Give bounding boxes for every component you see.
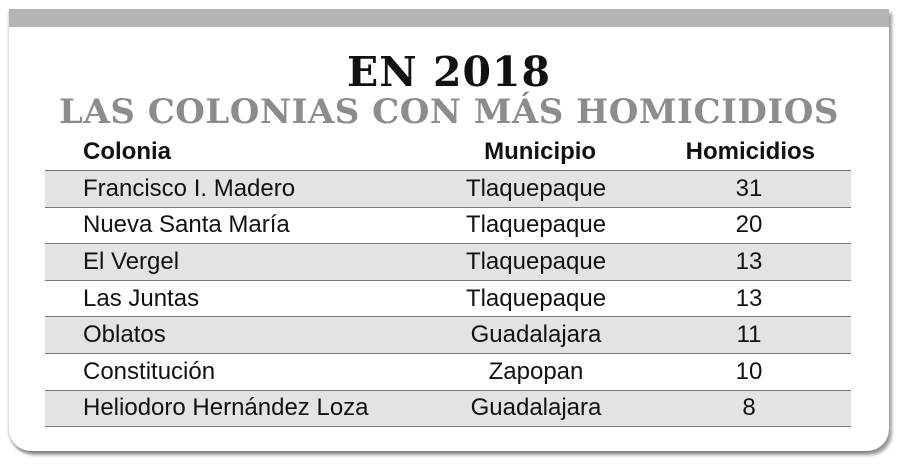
table-row (45, 391, 851, 428)
cell-municipio: Tlaquepaque (465, 247, 607, 275)
cell-municipio: Tlaquepaque (465, 174, 607, 202)
cell-colonia: Constitución (83, 357, 216, 385)
cell-municipio: Guadalajara (470, 321, 602, 349)
cell-homicidios: 8 (742, 394, 756, 422)
cell-colonia: Nueva Santa María (83, 211, 290, 239)
table-row (45, 281, 851, 318)
cell-municipio: Guadalajara (470, 394, 602, 422)
cell-colonia: El Vergel (83, 247, 180, 275)
cell-colonia: Francisco I. Madero (83, 174, 296, 202)
homicides-table (45, 134, 851, 427)
table-row (45, 171, 851, 208)
title: EN 2018 (346, 48, 552, 96)
table-row (45, 317, 851, 354)
subtitle: LAS COLONIAS CON MÁS HOMICIDIOS (59, 92, 839, 132)
cell-homicidios: 20 (735, 211, 763, 239)
cell-homicidios: 13 (735, 247, 763, 275)
cell-homicidios: 13 (735, 284, 763, 312)
table-row (45, 354, 851, 391)
cell-municipio: Zapopan (488, 357, 584, 385)
header-homicidios: Homicidios (685, 138, 815, 165)
table-row (45, 208, 851, 245)
cell-municipio: Tlaquepaque (465, 284, 607, 312)
cell-colonia: Las Juntas (83, 284, 200, 312)
cell-homicidios: 31 (735, 174, 763, 202)
header-colonia: Colonia (83, 138, 171, 165)
cell-homicidios: 10 (735, 357, 763, 385)
cell-homicidios: 11 (736, 321, 762, 349)
table-row (45, 244, 851, 281)
cell-colonia: Oblatos (83, 321, 166, 349)
cell-municipio: Tlaquepaque (465, 211, 607, 239)
table-header (45, 134, 851, 171)
cell-colonia: Heliodoro Hernández Loza (83, 394, 369, 422)
top-bar (9, 9, 889, 27)
header-municipio: Municipio (484, 138, 597, 165)
infographic-card (9, 9, 889, 451)
